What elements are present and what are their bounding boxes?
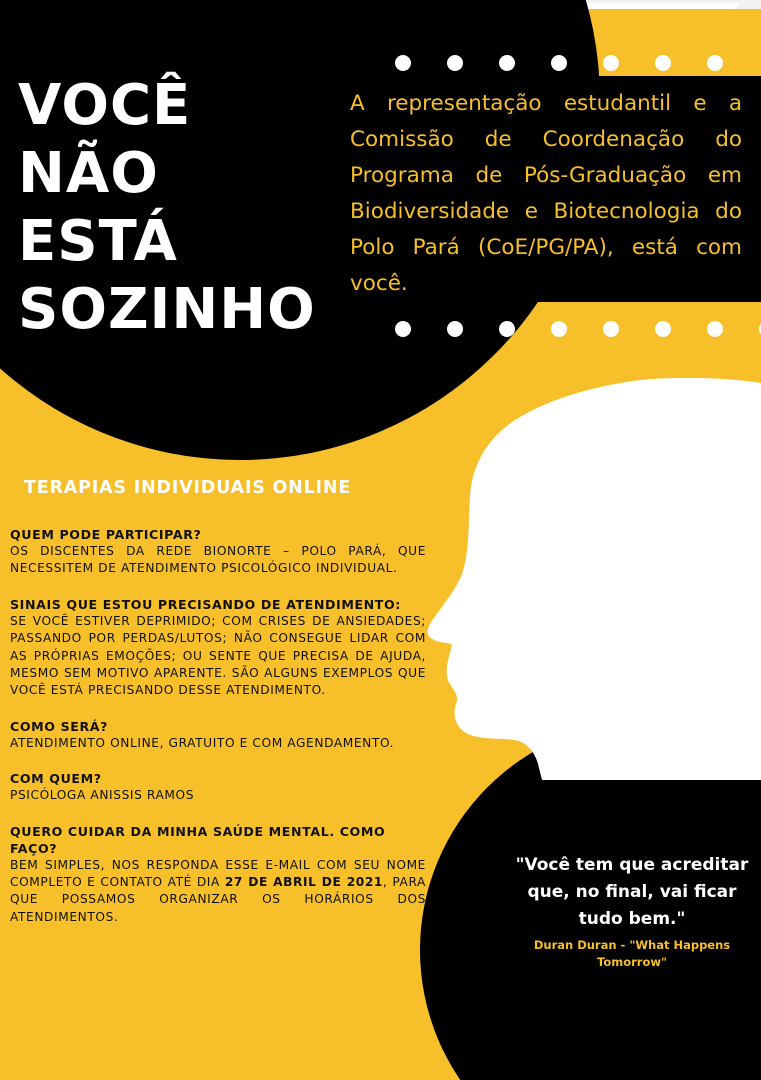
section-title: TERAPIAS INDIVIDUAIS ONLINE (24, 478, 352, 498)
deadline-date: 27 DE ABRIL DE 2021 (224, 875, 384, 890)
dot (551, 321, 567, 337)
faq-answer (10, 857, 426, 927)
faq-answer: SE VOCÊ ESTIVER DEPRIMIDO; COM CRISES DE ANSIEDADES; PASSANDO POR PERDAS/LUTOS; NÃO CONSEGUE LIDAR COM AS PRÓPRIAS EMOÇÕES; OU SENTE QUE PRECISA DE AJUDA, MESMO SEM MOTIVO APARENTE. SÃO ALGUNS EXEMPLOS QUE VOCÊ ESTÁ PRECISANDO DESSE ATENDIMENTO. (10, 613, 426, 698)
faq-question: SINAIS QUE ESTOU PRECISANDO DE ATENDIMENTO: (10, 596, 401, 612)
dot (499, 55, 515, 71)
dot (707, 321, 723, 337)
dot-row-top (395, 55, 723, 71)
dot (395, 321, 411, 337)
headline-line: VOCÊ (18, 73, 192, 138)
faq-item (10, 718, 426, 752)
headline-line: SOZINHO (18, 277, 316, 342)
dot-row-bottom (395, 321, 761, 337)
headline-line: ESTÁ (18, 209, 178, 274)
dot (551, 55, 567, 71)
dot (603, 55, 619, 71)
dot (603, 321, 619, 337)
dot (707, 55, 723, 71)
answer-text: , PARA QUE POSSAMOS ORGANIZAR OS HORÁRIOS DOS ATENDIMENTOS. (10, 875, 426, 924)
quote-text: "Você tem que acreditar que, no final, vai ficar tudo bem." (515, 855, 749, 929)
faq-item (10, 596, 426, 700)
answer-text: BEM SIMPLES, NOS RESPONDA ESSE E-MAIL COM SEU NOME COMPLETO E CONTATO ATÉ DIA (10, 857, 426, 890)
faq-question: COMO SERÁ? (10, 718, 108, 734)
faq-question: COM QUEM? (10, 771, 102, 787)
faq-answer: PSICÓLOGA ANISSIS RAMOS (10, 788, 195, 803)
dot (499, 321, 515, 337)
dot (395, 55, 411, 71)
dot (447, 321, 463, 337)
faq-answer: ATENDIMENTO ONLINE, GRATUITO E COM AGENDAMENTO. (10, 735, 395, 750)
headline-line: NÃO (18, 141, 159, 206)
headline (18, 72, 316, 344)
intro-text: A representação estudantil e a Comissão de Coordenação do Programa de Pós-Graduação em Biodiversidade e Biotecnologia do Polo Pará (CoE/PG/PA), está com você. (350, 91, 742, 296)
dot (447, 55, 463, 71)
faq-question: QUERO CUIDAR DA MINHA SAÚDE MENTAL. COMO FAÇO? (10, 823, 386, 856)
faq-item (10, 526, 426, 578)
faq-list (10, 526, 426, 926)
dot (655, 55, 671, 71)
faq-answer: OS DISCENTES DA REDE BIONORTE – POLO PARÁ, QUE NECESSITEM DE ATENDIMENTO PSICOLÓGICO INDIVIDUAL. (10, 544, 426, 576)
dot (655, 321, 671, 337)
faq-question: QUEM PODE PARTICIPAR? (10, 527, 202, 542)
faq-item (10, 770, 426, 804)
quote-block (503, 852, 761, 971)
faq-item (10, 823, 426, 927)
quote-author: Duran Duran - "What Happens Tomorrow" (533, 938, 731, 969)
head-silhouette-icon (400, 378, 761, 780)
